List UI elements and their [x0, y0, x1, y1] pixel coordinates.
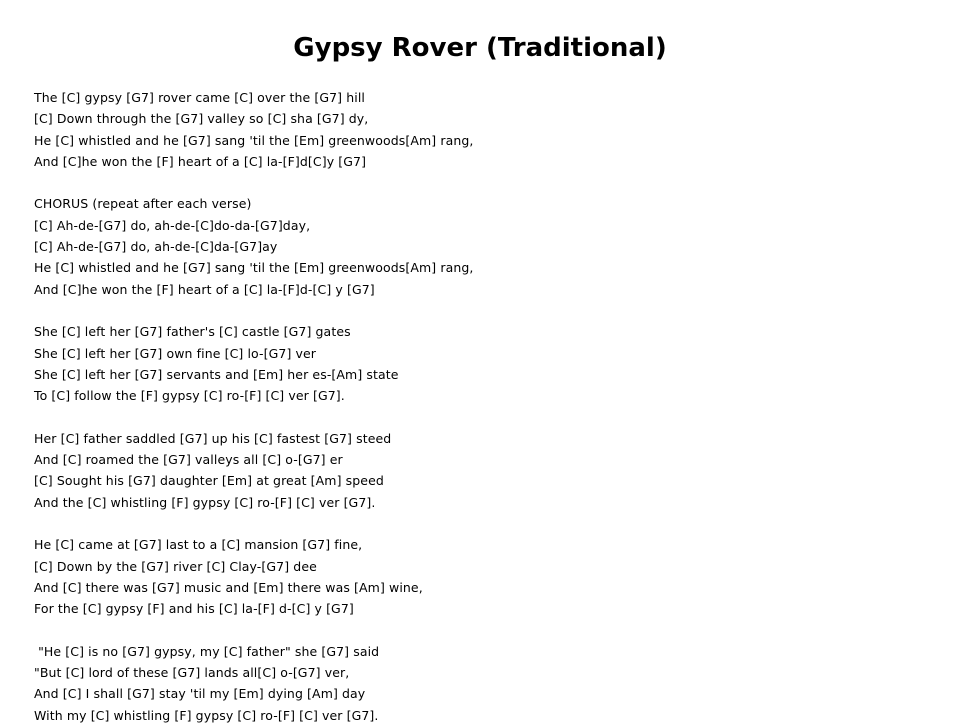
lyric-line: To [C] follow the [F] gypsy [C] ro-[F] [C] ver [G7]. [34, 388, 345, 404]
stanza-gap [34, 406, 944, 427]
lyric-line: [C] Sought his [G7] daughter [Em] at great [Am] speed [34, 473, 384, 489]
lyric-line: [C] Ah-de-[G7] do, ah-de-[C]da-[G7]ay [34, 239, 278, 255]
lyric-line: He [C] whistled and he [G7] sang 'til the [Em] greenwoods[Am] rang, [34, 132, 474, 148]
lyric-line: He [C] came at [G7] last to a [C] mansion [G7] fine, [34, 537, 363, 553]
lyric-line: She [C] left her [G7] servants and [Em] her es-[Am] state [34, 366, 399, 382]
stanza-gap [34, 172, 944, 193]
lyric-line: [C] Down by the [G7] river [C] Clay-[G7] dee [34, 558, 317, 574]
lyric-line: And the [C] whistling [F] gypsy [C] ro-[F] [C] ver [G7]. [34, 494, 376, 510]
lyric-line: And [C] there was [G7] music and [Em] there was [Am] wine, [34, 579, 423, 595]
lyric-line: He [C] whistled and he [G7] sang 'til the [Em] greenwoods[Am] rang, [34, 260, 474, 276]
song-title: Gypsy Rover (Traditional) [293, 33, 667, 63]
lyric-line: And [C]he won the [F] heart of a [C] la-[F]d-[C] y [G7] [34, 281, 375, 297]
lyric-line: And [C]he won the [F] heart of a [C] la-[F]d[C]y [G7] [34, 153, 367, 169]
chorus-heading: CHORUS (repeat after each verse) [34, 196, 252, 212]
lyric-line: "But [C] lord of these [G7] lands all[C] o-[G7] ver, [34, 665, 350, 681]
verse-4 [34, 534, 944, 619]
verse-3 [34, 428, 944, 513]
lyrics-body [34, 87, 944, 726]
chorus [34, 193, 944, 299]
stanza-gap [34, 300, 944, 321]
lyric-line: And [C] roamed the [G7] valleys all [C] o-[G7] er [34, 452, 343, 468]
verse-5 [34, 641, 944, 726]
verse-2 [34, 321, 944, 406]
lyric-line: "He [C] is no [G7] gypsy, my [C] father" she [G7] said [34, 643, 380, 659]
lyric-line: The [C] gypsy [G7] rover came [C] over the [G7] hill [34, 90, 365, 105]
lyric-line: She [C] left her [G7] father's [C] castle [G7] gates [34, 324, 351, 340]
verse-1 [34, 87, 944, 172]
stanza-gap [34, 619, 944, 640]
lyric-line: With my [C] whistling [F] gypsy [C] ro-[F] [C] ver [G7]. [34, 707, 379, 723]
lyric-line: [C] Ah-de-[G7] do, ah-de-[C]do-da-[G7]day, [34, 217, 311, 233]
stanza-gap [34, 513, 944, 534]
lyric-line: She [C] left her [G7] own fine [C] lo-[G7] ver [34, 345, 317, 361]
lyric-line: [C] Down through the [G7] valley so [C] sha [G7] dy, [34, 111, 369, 127]
lyric-line: For the [C] gypsy [F] and his [C] la-[F] d-[C] y [G7] [34, 601, 354, 617]
lyric-line: And [C] I shall [G7] stay 'til my [Em] dying [Am] day [34, 686, 366, 702]
lyric-line: Her [C] father saddled [G7] up his [C] fastest [G7] steed [34, 430, 392, 446]
